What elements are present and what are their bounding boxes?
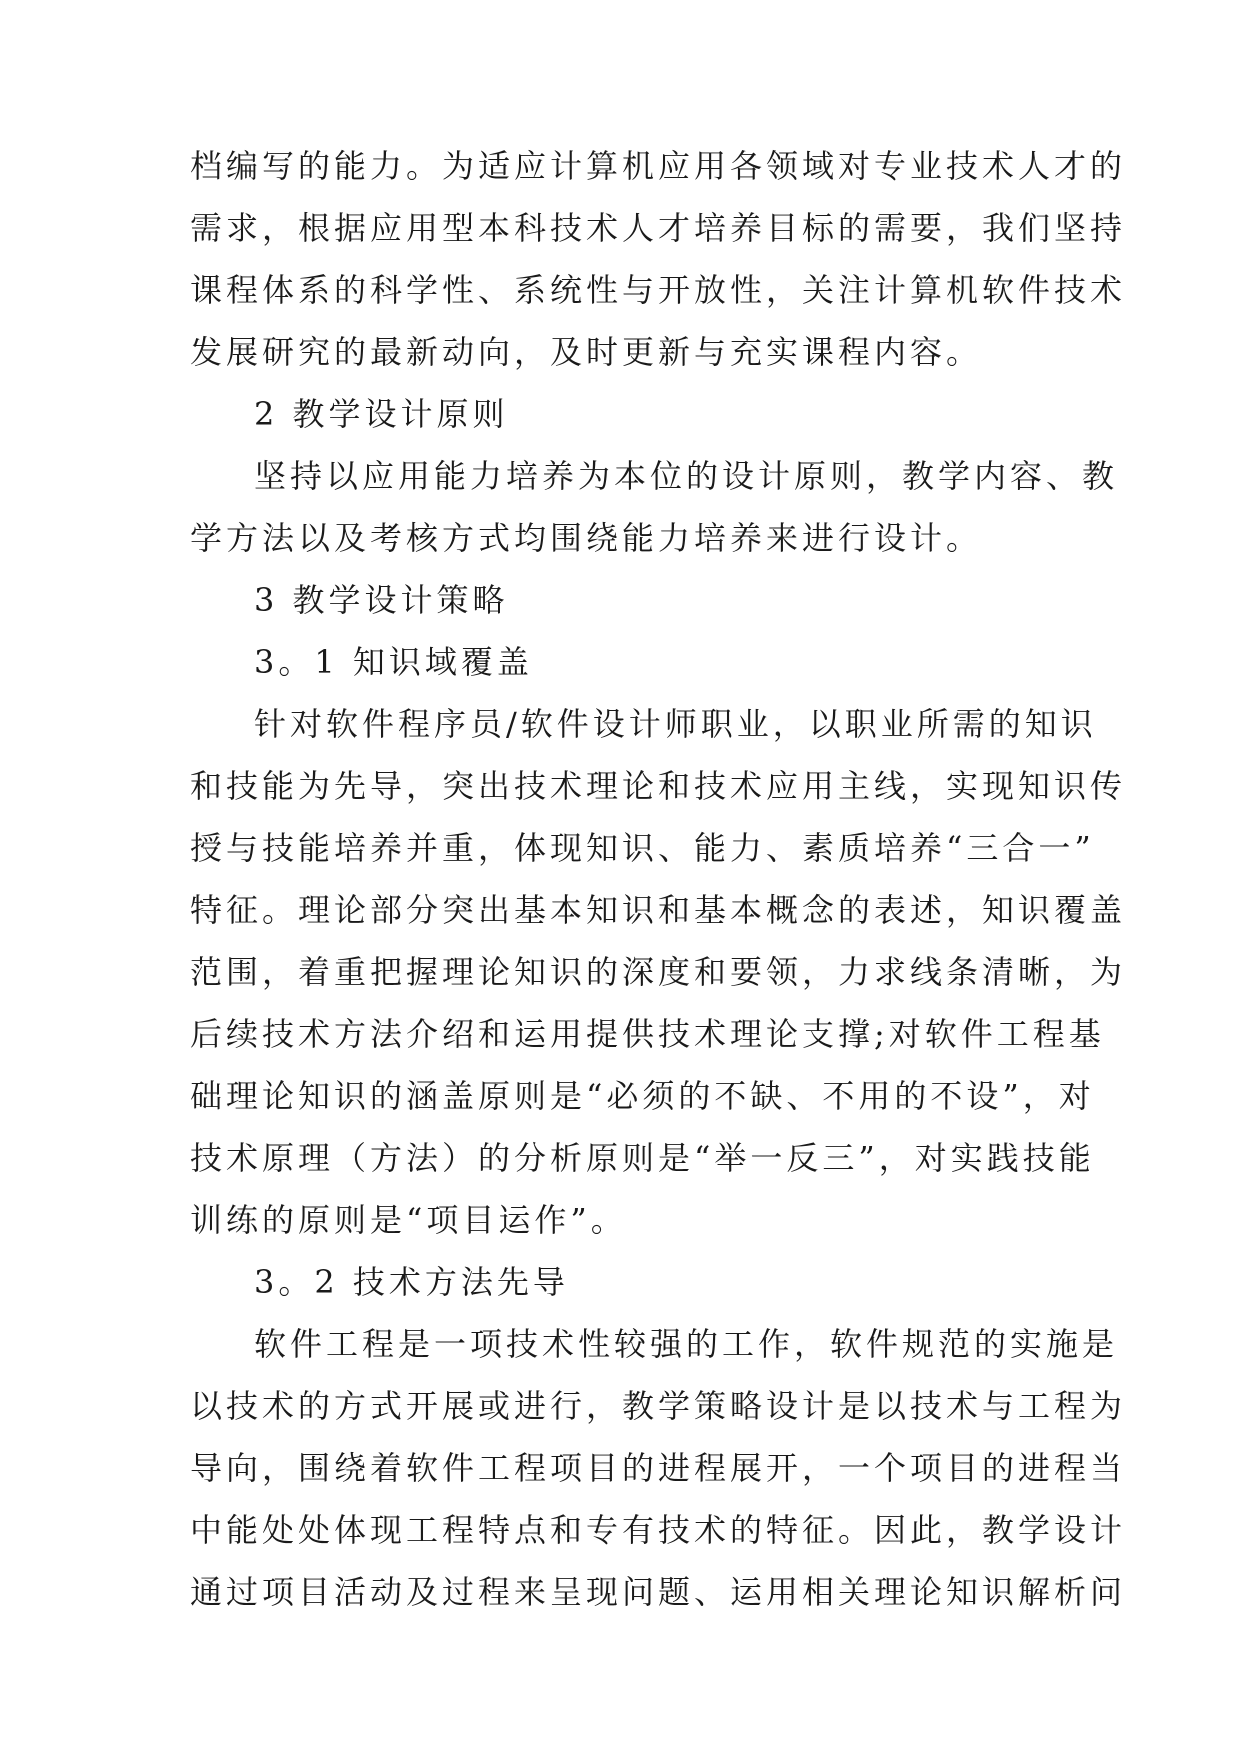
body-text: [190, 135, 1127, 1623]
text-line: 导向，围绕着软件工程项目的进程展开，一个项目的进程当: [190, 1449, 1127, 1487]
text-line: 后续技术方法介绍和运用提供技术理论支撑;对软件工程基: [190, 1015, 1105, 1053]
text-line: 训练的原则是“项目运作”。: [190, 1201, 627, 1239]
text-line: 技术原理（方法）的分析原则是“举一反三”，对实践技能: [190, 1139, 1095, 1177]
section-heading: 2 教学设计原则: [254, 395, 509, 433]
text-line: 档编写的能力。为适应计算机应用各领域对专业技术人才的: [190, 147, 1127, 185]
text-line: 课程体系的科学性、系统性与开放性，关注计算机软件技术: [190, 271, 1127, 309]
text-line: 础理论知识的涵盖原则是“必须的不缺、不用的不设”，对: [190, 1077, 1095, 1115]
paragraph-first-line: 软件工程是一项技术性较强的工作，软件规范的实施是: [254, 1325, 1119, 1363]
text-line: 和技能为先导，突出技术理论和技术应用主线，实现知识传: [190, 767, 1127, 805]
text-line: 需求，根据应用型本科技术人才培养目标的需要，我们坚持: [190, 209, 1127, 247]
paragraph-first-line: 针对软件程序员/软件设计师职业，以职业所需的知识: [254, 705, 1097, 743]
text-line: 以技术的方式开展或进行，教学策略设计是以技术与工程为: [190, 1387, 1127, 1425]
paragraph-first-line: 坚持以应用能力培养为本位的设计原则，教学内容、教: [254, 457, 1119, 495]
subsection-heading: 3。1 知识域覆盖: [254, 643, 533, 681]
text-line: 发展研究的最新动向，及时更新与充实课程内容。: [190, 333, 983, 371]
text-line: 范围，着重把握理论知识的深度和要领，力求线条清晰，为: [190, 953, 1127, 991]
subsection-heading: 3。2 技术方法先导: [254, 1263, 569, 1301]
text-line: 特征。理论部分突出基本知识和基本概念的表述，知识覆盖: [190, 891, 1127, 929]
text-line: 学方法以及考核方式均围绕能力培养来进行设计。: [190, 519, 983, 557]
section-heading: 3 教学设计策略: [254, 581, 509, 619]
text-line: 通过项目活动及过程来呈现问题、运用相关理论知识解析问: [190, 1573, 1127, 1611]
text-line: 中能处处体现工程特点和专有技术的特征。因此，教学设计: [190, 1511, 1127, 1549]
text-line: 授与技能培养并重，体现知识、能力、素质培养“三合一”: [190, 829, 1095, 867]
